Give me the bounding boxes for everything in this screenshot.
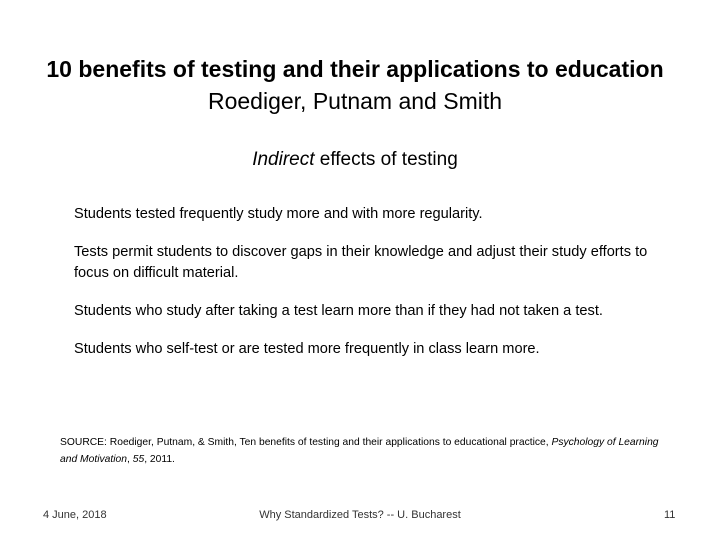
- source-suffix: , 2011.: [144, 454, 175, 465]
- slide-title: [0, 53, 710, 117]
- source-volume: 55: [132, 454, 145, 465]
- bullet-item: Students who study after taking a test learn more than if they had not taken a test.: [74, 303, 603, 319]
- source-prefix: SOURCE: Roediger, Putnam, & Smith, Ten benefits of testing and their applications to educational practice,: [60, 437, 552, 448]
- bullet-item: Students who self-test or are tested more frequently in class learn more.: [74, 341, 540, 357]
- bullet-item: Tests permit students to discover gaps in their knowledge and adjust their study efforts to focus on difficult material.: [74, 244, 648, 281]
- subheading-emphasis: Indirect: [252, 149, 315, 170]
- page-number: 11: [664, 509, 676, 521]
- source-journal: Psychology of Learning and Motivation: [60, 437, 659, 465]
- bullet-list: [74, 204, 664, 360]
- title-line-authors: Roediger, Putnam and Smith: [207, 88, 503, 114]
- title-line-main: 10 benefits of testing and their applications to education: [46, 56, 664, 82]
- source-citation: [60, 434, 670, 468]
- subheading-text: effects of testing: [314, 149, 458, 170]
- footer-title: Why Standardized Tests? -- U. Bucharest: [259, 509, 461, 521]
- source-separator: ,: [126, 454, 133, 465]
- subheading: [0, 147, 710, 173]
- bullet-item: Students tested frequently study more and with more regularity.: [74, 206, 483, 222]
- footer-date: 4 June, 2018: [43, 509, 107, 521]
